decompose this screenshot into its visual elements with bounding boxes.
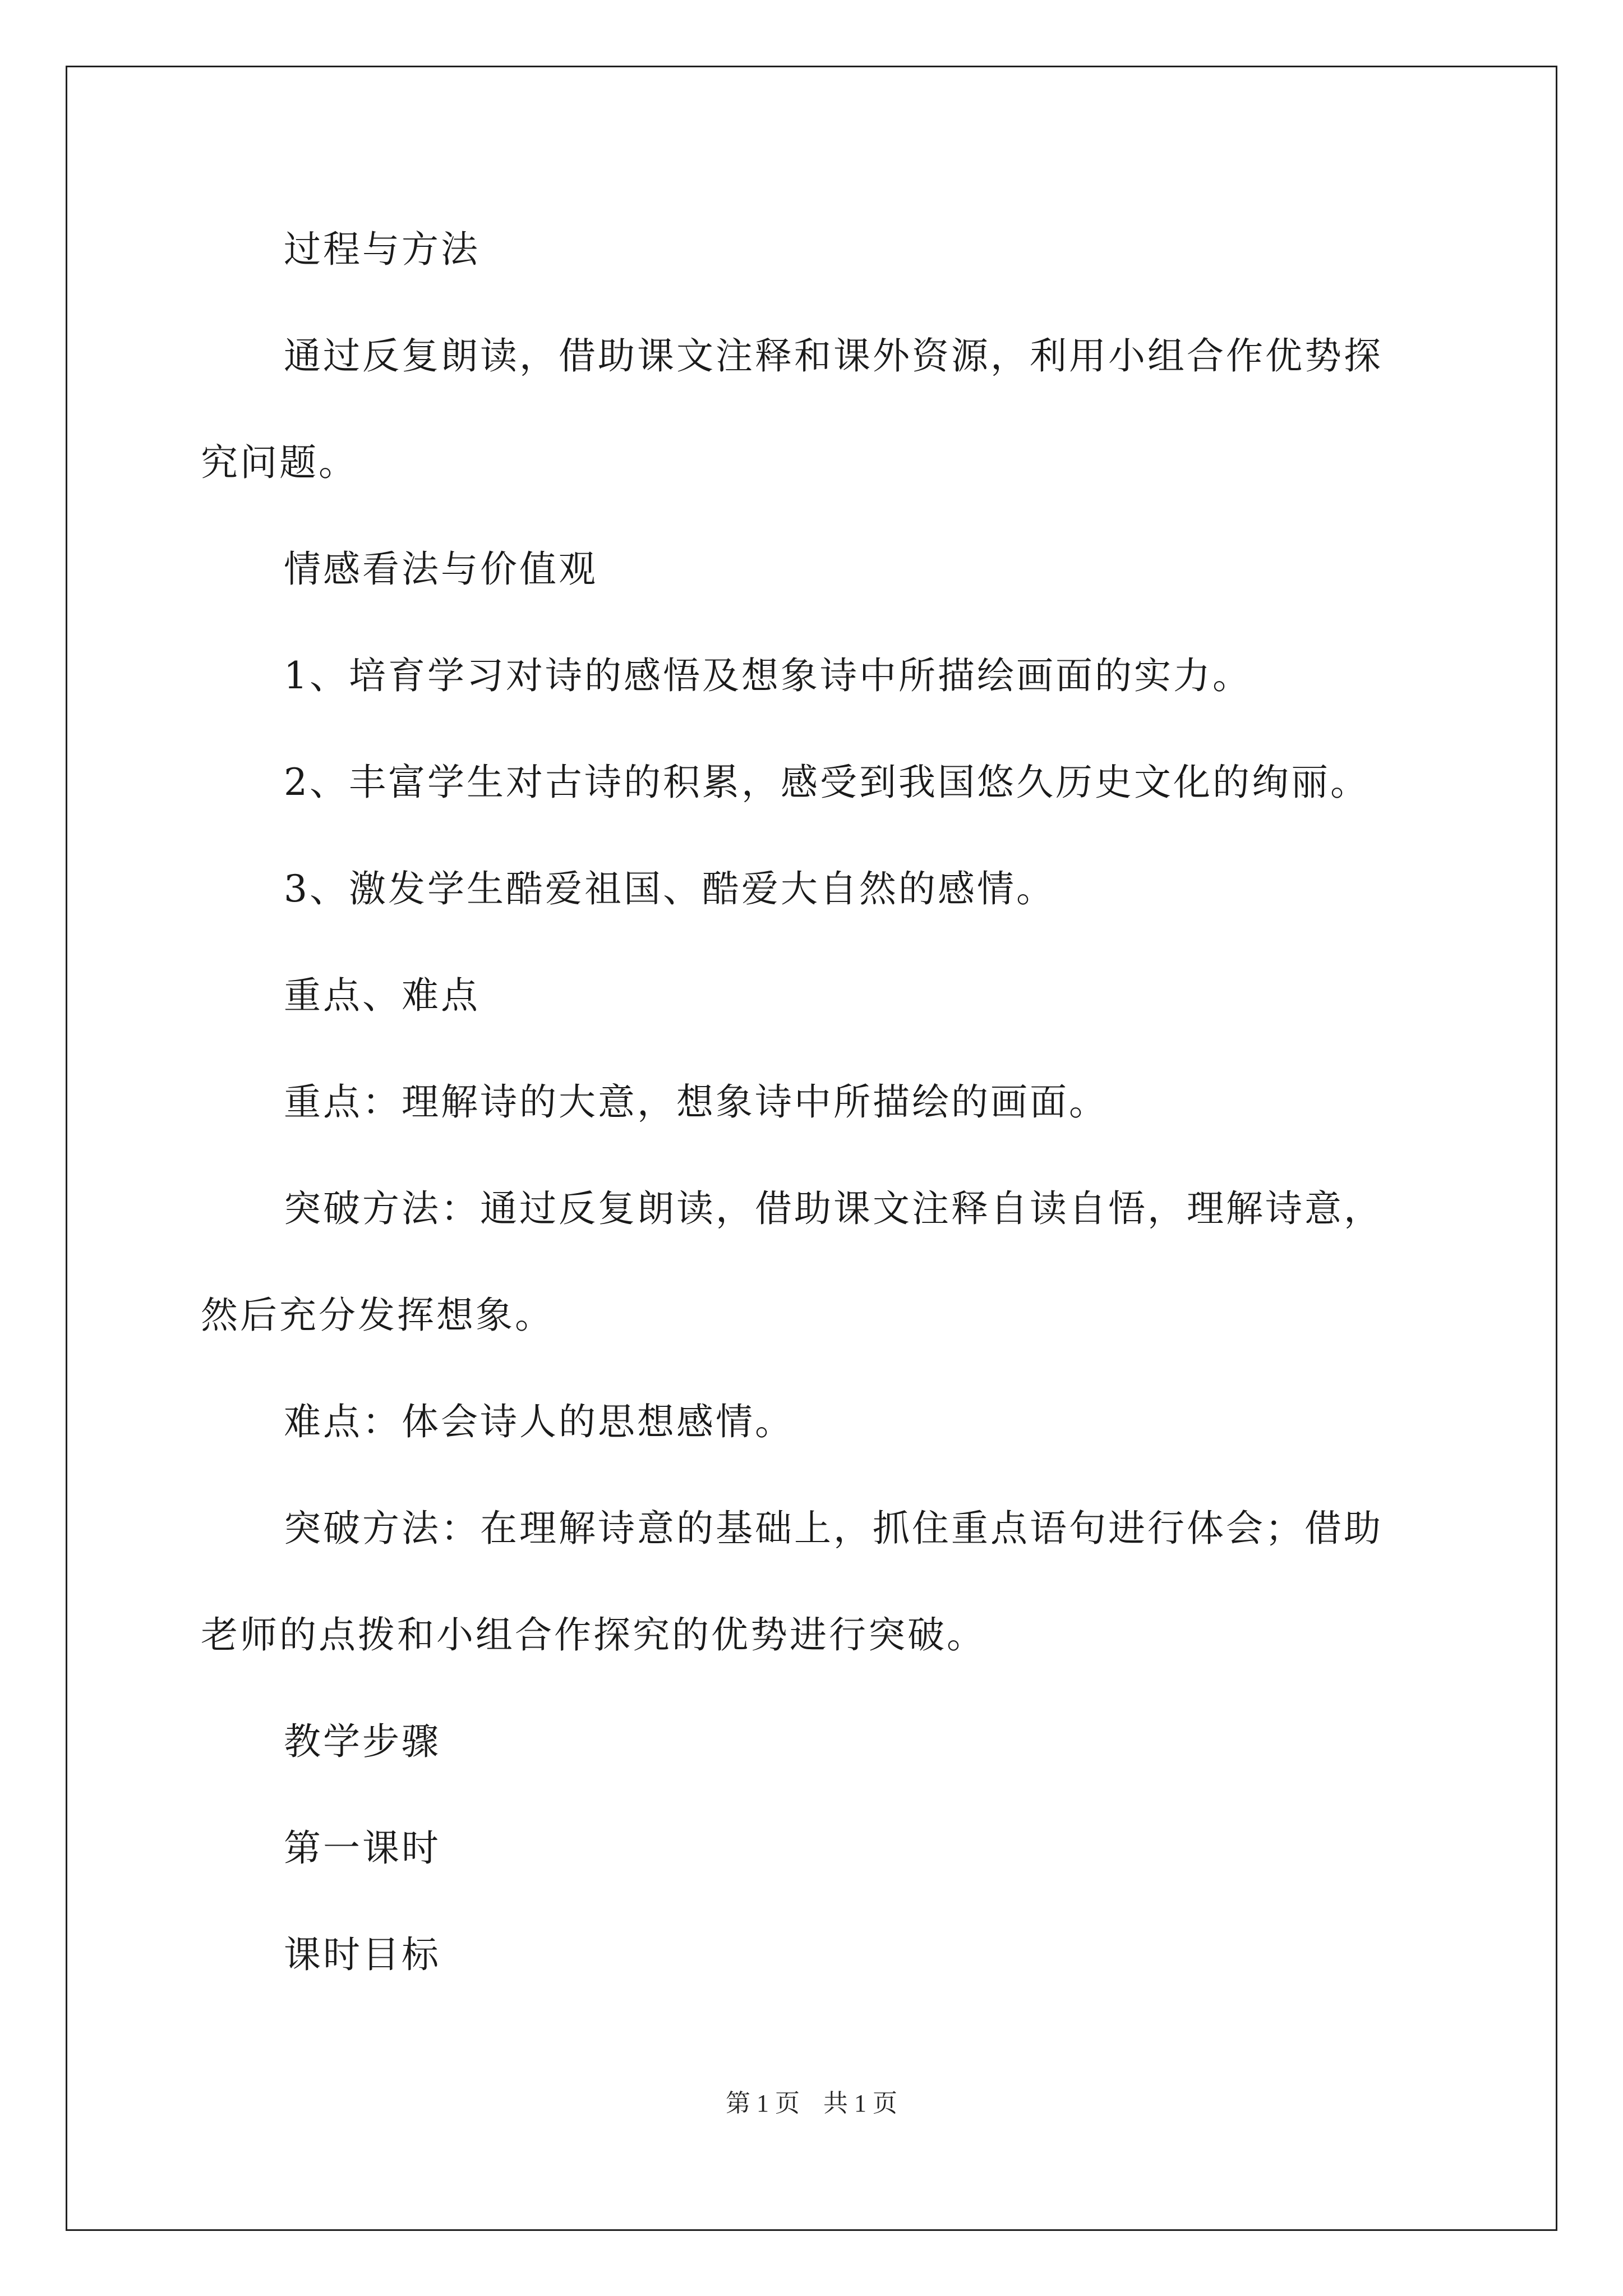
section-heading-lesson-goals: 课时目标: [284, 1933, 441, 1976]
section-heading-key-points: 重点、难点: [284, 974, 480, 1017]
page-number: 第 1 页: [726, 2090, 800, 2117]
section-heading-steps: 教学步骤: [284, 1720, 441, 1763]
list-item: 3、激发学生酷爱祖国、酷爱大自然的感情。: [284, 867, 1055, 910]
paragraph-line: 然后充分发挥想象。: [201, 1294, 554, 1337]
paragraph-line: 难点：体会诗人的思想感情。: [284, 1400, 794, 1443]
paragraph-line: 突破方法：通过反复朗读，借助课文注释自读自悟，理解诗意，: [284, 1187, 1383, 1230]
page-footer: [0, 2087, 1623, 2120]
page-total: 共 1 页: [823, 2090, 897, 2117]
paragraph-line: 老师的点拨和小组合作探究的优势进行突破。: [201, 1613, 986, 1657]
section-heading-process: 过程与方法: [284, 228, 480, 271]
paragraph-line: 究问题。: [201, 441, 358, 484]
list-item: 2、丰富学生对古诗的积累，感受到我国悠久历史文化的绚丽。: [284, 761, 1370, 804]
paragraph-line: 重点：理解诗的大意，想象诗中所描绘的画面。: [284, 1080, 1108, 1124]
list-item: 1、培育学习对诗的感悟及想象诗中所描绘画面的实力。: [284, 654, 1252, 697]
section-heading-emotion: 情感看法与价值观: [284, 547, 598, 591]
page-border: [66, 66, 1557, 2231]
section-heading-lesson-one: 第一课时: [284, 1826, 441, 1870]
paragraph-line: 通过反复朗读，借助课文注释和课外资源，利用小组合作优势探: [284, 334, 1383, 378]
paragraph-line: 突破方法：在理解诗意的基础上，抓住重点语句进行体会；借助: [284, 1507, 1383, 1550]
